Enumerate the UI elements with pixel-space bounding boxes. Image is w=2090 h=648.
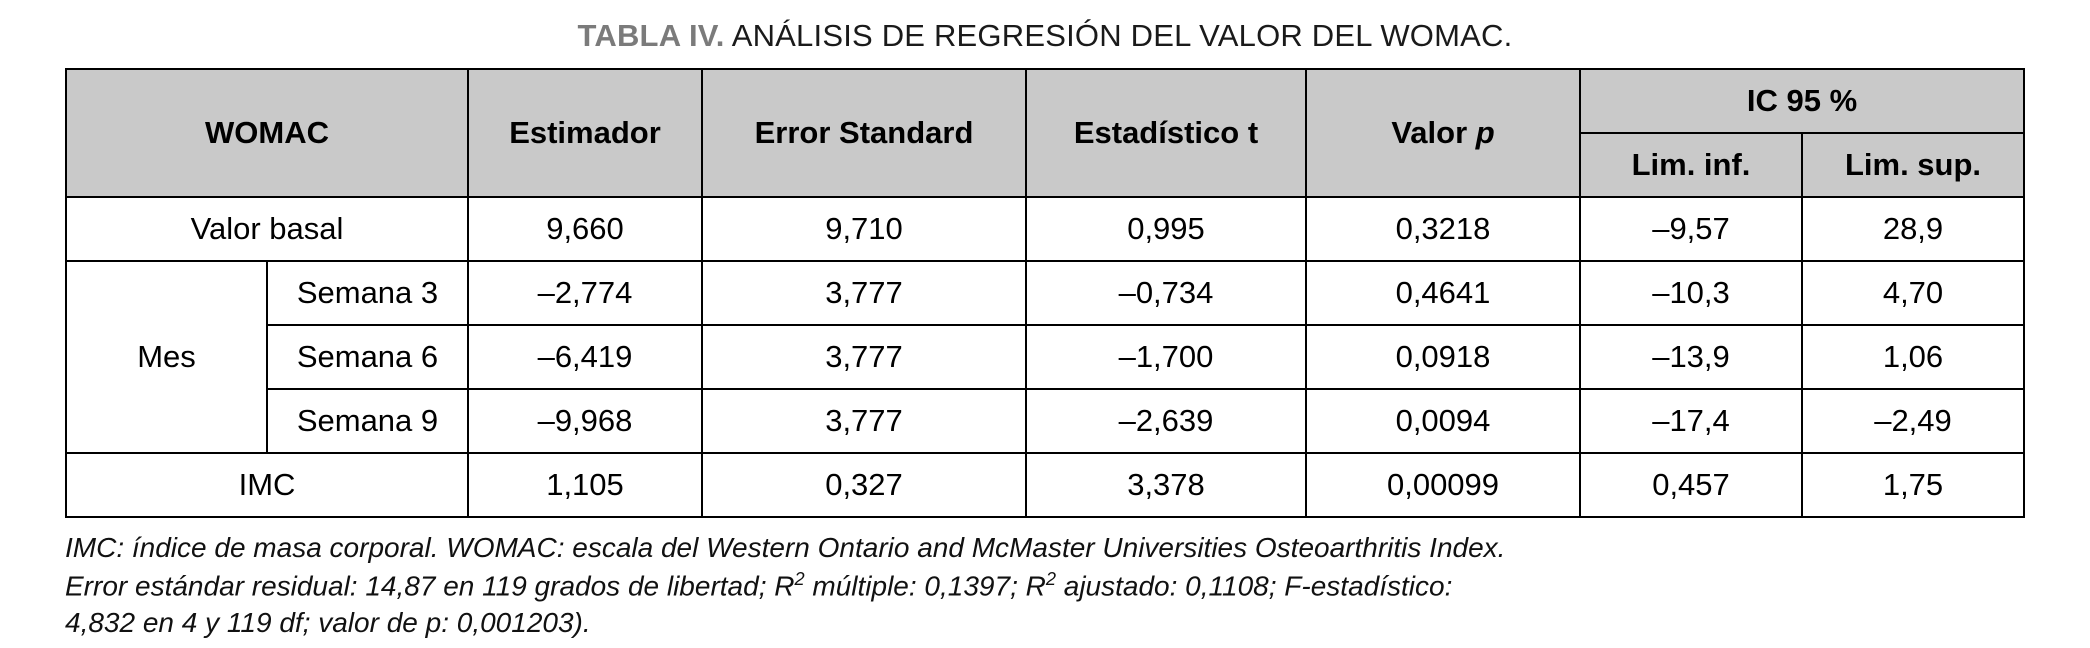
table-footnotes [65,530,2025,642]
cell-error-standard: 3,777 [702,261,1026,325]
cell-lim-inf: 0,457 [1580,453,1802,517]
header-estimador: Estimador [468,69,702,197]
footnote-sup-2: 2 [1045,568,1056,589]
header-valor-p-symbol: p [1475,115,1495,150]
table-caption [60,18,2030,54]
cell-lim-sup: 28,9 [1802,197,2024,261]
cell-error-standard: 9,710 [702,197,1026,261]
cell-estimador: –2,774 [468,261,702,325]
cell-valor-p: 0,3218 [1306,197,1580,261]
header-lim-sup: Lim. sup. [1802,133,2024,197]
cell-estadistico-t: 0,995 [1026,197,1306,261]
footnote-line-2a: Error estándar residual: 14,87 en 119 grados de libertad; R [65,570,795,602]
table-row [66,453,2024,517]
table-row [66,325,2024,389]
cell-valor-p: 0,4641 [1306,261,1580,325]
table-body [66,197,2024,517]
row-label-imc: IMC [66,453,468,517]
cell-estimador: 9,660 [468,197,702,261]
cell-lim-inf: –17,4 [1580,389,1802,453]
table-row [66,197,2024,261]
cell-lim-inf: –9,57 [1580,197,1802,261]
header-row-1 [66,69,2024,133]
cell-lim-sup: 1,06 [1802,325,2024,389]
cell-error-standard: 3,777 [702,389,1026,453]
cell-lim-inf: –13,9 [1580,325,1802,389]
header-lim-inf: Lim. inf. [1580,133,1802,197]
row-group-mes: Mes [66,261,267,453]
footnote-line-2 [65,567,2025,605]
table-row [66,261,2024,325]
cell-estadistico-t: 3,378 [1026,453,1306,517]
cell-lim-sup: 1,75 [1802,453,2024,517]
footnote-line-1: IMC: índice de masa corporal. WOMAC: escala del Western Ontario and McMaster Universities Osteoarthritis Index. [65,532,1506,563]
row-label-semana-6: Semana 6 [267,325,468,389]
cell-valor-p: 0,0918 [1306,325,1580,389]
table-row [66,389,2024,453]
cell-error-standard: 3,777 [702,325,1026,389]
footnote-line-3: 4,832 en 4 y 119 df; valor de p: 0,001203). [65,607,591,639]
header-estadistico-t: Estadístico t [1026,69,1306,197]
row-label-semana-9: Semana 9 [267,389,468,453]
header-valor-p [1306,69,1580,197]
cell-lim-sup: 4,70 [1802,261,2024,325]
footnote-sup-1: 2 [794,568,805,589]
header-error-standard: Error Standard [702,69,1026,197]
row-label-valor-basal: Valor basal [66,197,468,261]
cell-lim-sup: –2,49 [1802,389,2024,453]
cell-estadistico-t: –0,734 [1026,261,1306,325]
caption-text: ANÁLISIS DE REGRESIÓN DEL VALOR DEL WOMAC. [731,18,1513,53]
cell-valor-p: 0,0094 [1306,389,1580,453]
cell-valor-p: 0,00099 [1306,453,1580,517]
header-valor-p-prefix: Valor [1391,115,1476,150]
cell-estadistico-t: –1,700 [1026,325,1306,389]
caption-label: TABLA IV. [577,18,725,53]
cell-estimador: –6,419 [468,325,702,389]
cell-estadistico-t: –2,639 [1026,389,1306,453]
header-womac: WOMAC [66,69,468,197]
row-label-semana-3: Semana 3 [267,261,468,325]
cell-lim-inf: –10,3 [1580,261,1802,325]
footnote-line-2c: ajustado: 0,1108; F-estadístico: [1055,570,1453,602]
footnote-line-2b: múltiple: 0,1397; R [804,570,1046,602]
regression-table [65,68,2025,518]
table-header [66,69,2024,197]
cell-estimador: –9,968 [468,389,702,453]
cell-error-standard: 0,327 [702,453,1026,517]
cell-estimador: 1,105 [468,453,702,517]
header-ic95: IC 95 % [1580,69,2024,133]
